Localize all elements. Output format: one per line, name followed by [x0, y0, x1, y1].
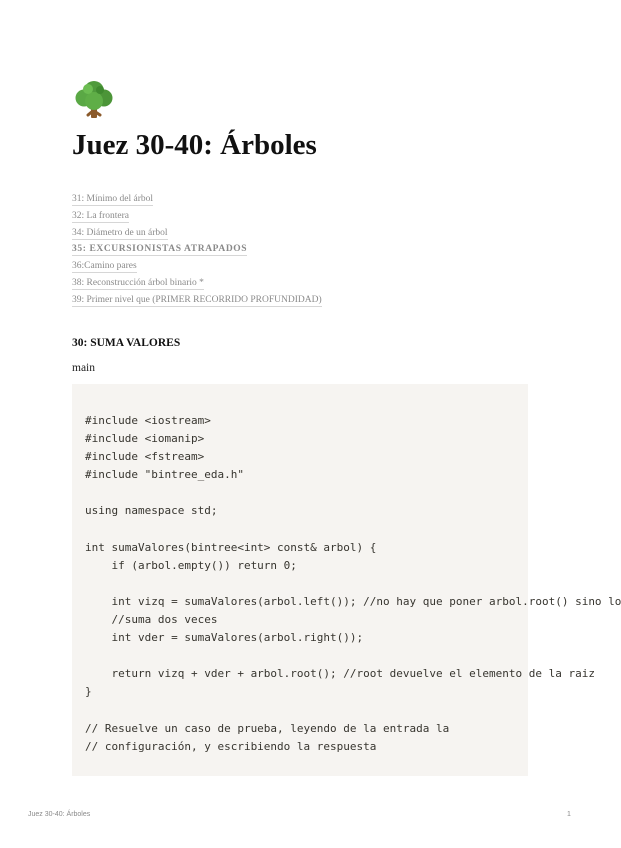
footer-title: Juez 30-40: Árboles [28, 811, 91, 818]
page-title: Juez 30-40: Árboles [72, 129, 317, 161]
footer-page-number: 1 [567, 811, 571, 818]
toc-link-38[interactable]: 38: Reconstrucción árbol binario * [72, 277, 204, 288]
tree-icon [72, 78, 116, 122]
section-subheading: main [72, 362, 95, 374]
toc-item [72, 190, 322, 207]
toc-item [72, 291, 322, 308]
code-block[interactable] [72, 384, 621, 776]
section-heading: 30: SUMA VALORES [72, 337, 181, 349]
toc-item [72, 257, 322, 274]
toc-item [72, 207, 322, 224]
toc-link-39[interactable]: 39: Primer nivel que (PRIMER RECORRIDO PROFUNDIDAD) [72, 294, 322, 305]
toc-item [72, 240, 322, 257]
toc-link-36[interactable]: 36:Camino pares [72, 261, 137, 272]
code-content: #include <iostream> #include <iomanip> #include <fstream> #include "bintree_eda.h" using namespace std; int sumaValores(bintree<int> const& arbol) { if (arbol.empty()) return 0; int vizq = sumaValores(arbol.left()); //no hay que poner arbol.root() sino lo //suma dos veces int vder = sumaValores(arbol.right()); return vizq + vder + arbol.root(); //root devuelve el elemento de la raiz } // Resuelve un caso de prueba, leyendo de la entrada la // configuración, y escribiendo la respuesta [85, 414, 621, 753]
toc-link-35[interactable]: 35: EXCURSIONISTAS ATRAPADOS [72, 244, 248, 255]
toc-link-34[interactable]: 34: Diámetro de un árbol [72, 227, 168, 238]
toc-item [72, 274, 322, 291]
toc-link-32[interactable]: 32: La frontera [72, 210, 129, 221]
table-of-contents [72, 190, 322, 308]
toc-link-31[interactable]: 31: Mínimo del árbol [72, 194, 154, 204]
toc-item [72, 224, 322, 241]
